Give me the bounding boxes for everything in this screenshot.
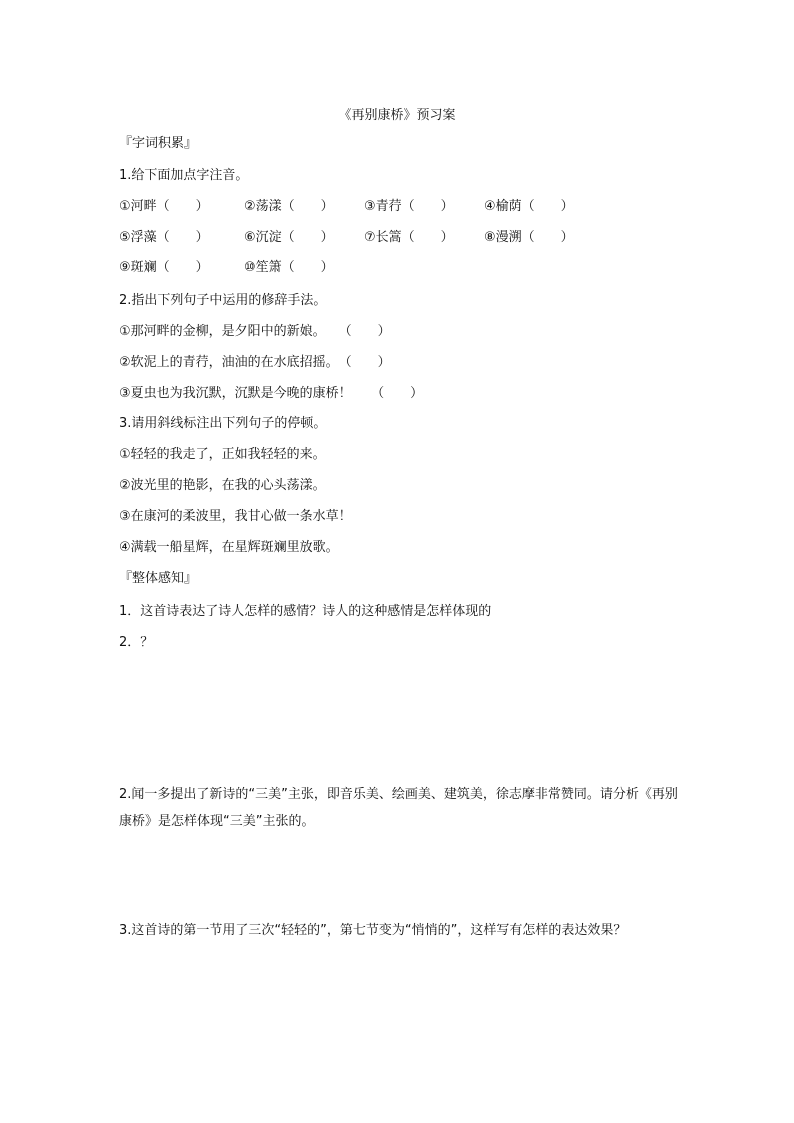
pause-item: ③在康河的柔波里，我甘心做一条水草！ (119, 509, 352, 524)
section-heading-vocabulary: 『字词积累』 (119, 136, 198, 151)
rhetoric-item: ①那河畔的金柳，是夕阳中的新娘。 （ ） (119, 324, 391, 339)
pinyin-item: ③青荇（ ） (364, 199, 454, 214)
pinyin-item: ⑦长篙（ ） (364, 230, 454, 245)
section-heading-overall: 『整体感知』 (119, 571, 198, 586)
question-3-prompt: 3.请用斜线标注出下列句子的停顿。 (119, 416, 327, 431)
discussion-question-2: 2.闻一多提出了新诗的“三美”主张，即音乐美、绘画美、建筑美，徐志摩非常赞同。请分析《再别康桥》是怎样体现“三美”主张的。 (119, 787, 678, 829)
discussion-question-3: 3.这首诗的第一节用了三次“轻轻的”，第七节变为“悄悄的”，这样写有怎样的表达效果？ (119, 923, 627, 938)
pinyin-item: ④榆荫（ ） (484, 199, 574, 214)
pinyin-item: ①河畔（ ） (119, 199, 209, 214)
pinyin-item: ⑧漫溯（ ） (484, 230, 574, 245)
pinyin-item: ⑤浮藻（ ） (119, 230, 209, 245)
rhetoric-item: ②软泥上的青荇，油油的在水底招摇。 （ ） (119, 355, 391, 370)
discussion-question-1b: 2．？ (119, 635, 154, 650)
question-2-prompt: 2.指出下列句子中运用的修辞手法。 (119, 293, 327, 308)
pause-item: ④满载一船星辉，在星辉斑斓里放歌。 (119, 540, 339, 555)
discussion-question-1: 1．这首诗表达了诗人怎样的感情？诗人的这种感情是怎样体现的 (119, 604, 492, 619)
pinyin-item: ⑩笙箫（ ） (244, 260, 334, 275)
question-1-prompt: 1.给下面加点字注音。 (119, 168, 249, 183)
page-title: 《再别康桥》预习案 (338, 108, 456, 123)
pinyin-item: ⑥沉淀（ ） (244, 230, 334, 245)
pinyin-item: ②荡漾（ ） (244, 199, 334, 214)
rhetoric-item: ③夏虫也为我沉默，沉默是今晚的康桥！ （ ） (119, 386, 424, 401)
pause-item: ②波光里的艳影，在我的心头荡漾。 (119, 478, 326, 493)
pause-item: ①轻轻的我走了，正如我轻轻的来。 (119, 447, 326, 462)
pinyin-item: ⑨斑斓（ ） (119, 260, 209, 275)
